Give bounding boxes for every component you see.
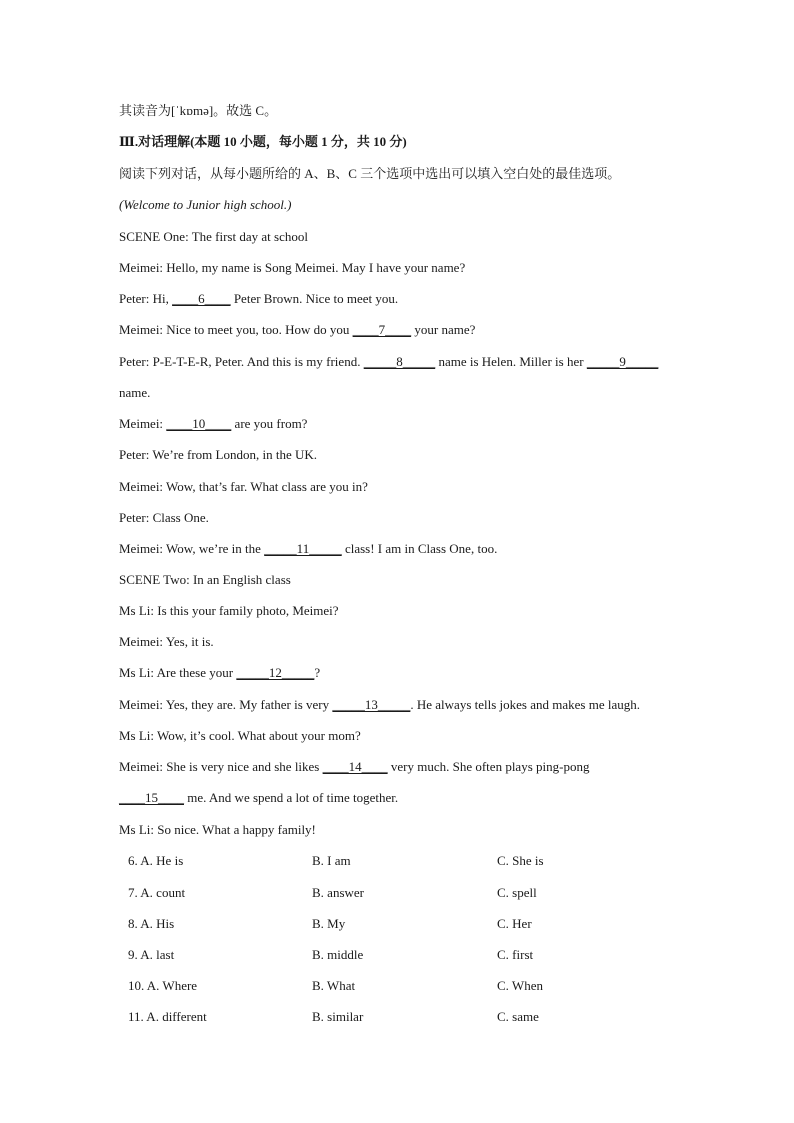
dialogue-line: Meimei: Hello, my name is Song Meimei. May I have your name? <box>119 260 466 275</box>
dialogue-line <box>119 321 675 339</box>
option-11-b: B. similar <box>312 1009 364 1024</box>
dialogue-text: Meimei: She is very nice and she likes <box>119 759 323 774</box>
option-10-b: B. What <box>312 978 356 993</box>
scene-two-heading: SCENE Two: In an English class <box>119 572 291 587</box>
dialogue-line <box>119 540 675 558</box>
blank-9: _____9_____ <box>586 354 659 369</box>
blank-15: ____15____ <box>119 790 184 805</box>
dialogue-text: Peter: Hi, <box>119 291 173 306</box>
option-6-c: C. She is <box>497 853 544 868</box>
option-9-a: 9. A. last <box>128 947 175 962</box>
instruction: 阅读下列对话，从每小题所给的 A、B、C 三个选项中选出可以填入空白处的最佳选项。 <box>119 166 621 181</box>
option-6-a: 6. A. He is <box>128 853 184 868</box>
scene-one-heading: SCENE One: The first day at school <box>119 229 308 244</box>
option-7-a: 7. A. count <box>128 885 186 900</box>
dialogue-text: ? <box>314 665 321 680</box>
dialogue-text: your name? <box>411 322 476 337</box>
blank-10: ____10____ <box>166 416 232 431</box>
option-11-a: 11. A. different <box>128 1009 207 1024</box>
option-10-c: C. When <box>497 978 543 993</box>
dialogue-text: . He always tells jokes and makes me laugh. <box>410 697 640 712</box>
dialogue-text: Meimei: Nice to meet you, too. How do you <box>119 322 353 337</box>
dialogue-text: name is Helen. Miller is her <box>435 354 587 369</box>
blank-12: _____12_____ <box>236 665 315 680</box>
dialogue-text: Meimei: Yes, they are. My father is very <box>119 697 333 712</box>
blank-8: _____8_____ <box>363 354 436 369</box>
option-7-b: B. answer <box>312 885 364 900</box>
blank-11: _____11_____ <box>264 541 342 556</box>
intro-line: 其读音为[ˈkɒmə]。故选 C。 <box>119 103 278 118</box>
dialogue-line <box>119 758 675 776</box>
dialogue-line-continuation <box>119 789 675 807</box>
option-8-a: 8. A. His <box>128 916 175 931</box>
option-10-a: 10. A. Where <box>128 978 198 993</box>
dialogue-text: very much. She often plays ping-pong <box>387 759 590 774</box>
section-title: Ⅲ.对话理解(本题 10 小题，每小题 1 分，共 10 分) <box>119 134 407 149</box>
blank-7: ____7____ <box>352 322 412 337</box>
dialogue-text: Peter Brown. Nice to meet you. <box>230 291 399 306</box>
dialogue-line <box>119 664 675 682</box>
dialogue-line: Peter: Class One. <box>119 510 209 525</box>
dialogue-text: me. And we spend a lot of time together. <box>184 790 399 805</box>
dialogue-line: Peter: We’re from London, in the UK. <box>119 447 317 462</box>
option-8-c: C. Her <box>497 916 532 931</box>
dialogue-text: Ms Li: Are these your <box>119 665 237 680</box>
blank-6: ____6____ <box>172 291 231 306</box>
dialogue-line: Ms Li: Wow, it’s cool. What about your mom? <box>119 728 361 743</box>
dialogue-line: Ms Li: Is this your family photo, Meimei? <box>119 603 339 618</box>
blank-13: _____13_____ <box>332 697 411 712</box>
passage-title: (Welcome to Junior high school.) <box>119 197 292 212</box>
option-9-b: B. middle <box>312 947 364 962</box>
dialogue-line: Ms Li: So nice. What a happy family! <box>119 822 316 837</box>
dialogue-line <box>119 290 675 308</box>
blank-14: ____14____ <box>322 759 388 774</box>
dialogue-text: Meimei: Wow, we’re in the <box>119 541 265 556</box>
dialogue-text: Meimei: <box>119 416 167 431</box>
option-7-c: C. spell <box>497 885 537 900</box>
dialogue-line <box>119 353 675 371</box>
option-11-c: C. same <box>497 1009 539 1024</box>
dialogue-line <box>119 696 675 714</box>
dialogue-line: Meimei: Yes, it is. <box>119 634 214 649</box>
dialogue-text: are you from? <box>231 416 308 431</box>
dialogue-line: Meimei: Wow, that’s far. What class are you in? <box>119 479 368 494</box>
option-6-b: B. I am <box>312 853 351 868</box>
dialogue-line-continuation: name. <box>119 385 151 400</box>
option-9-c: C. first <box>497 947 534 962</box>
option-8-b: B. My <box>312 916 346 931</box>
dialogue-text: Peter: P-E-T-E-R, Peter. And this is my friend. <box>119 354 364 369</box>
dialogue-line <box>119 415 675 433</box>
dialogue-text: class! I am in Class One, too. <box>341 541 498 556</box>
